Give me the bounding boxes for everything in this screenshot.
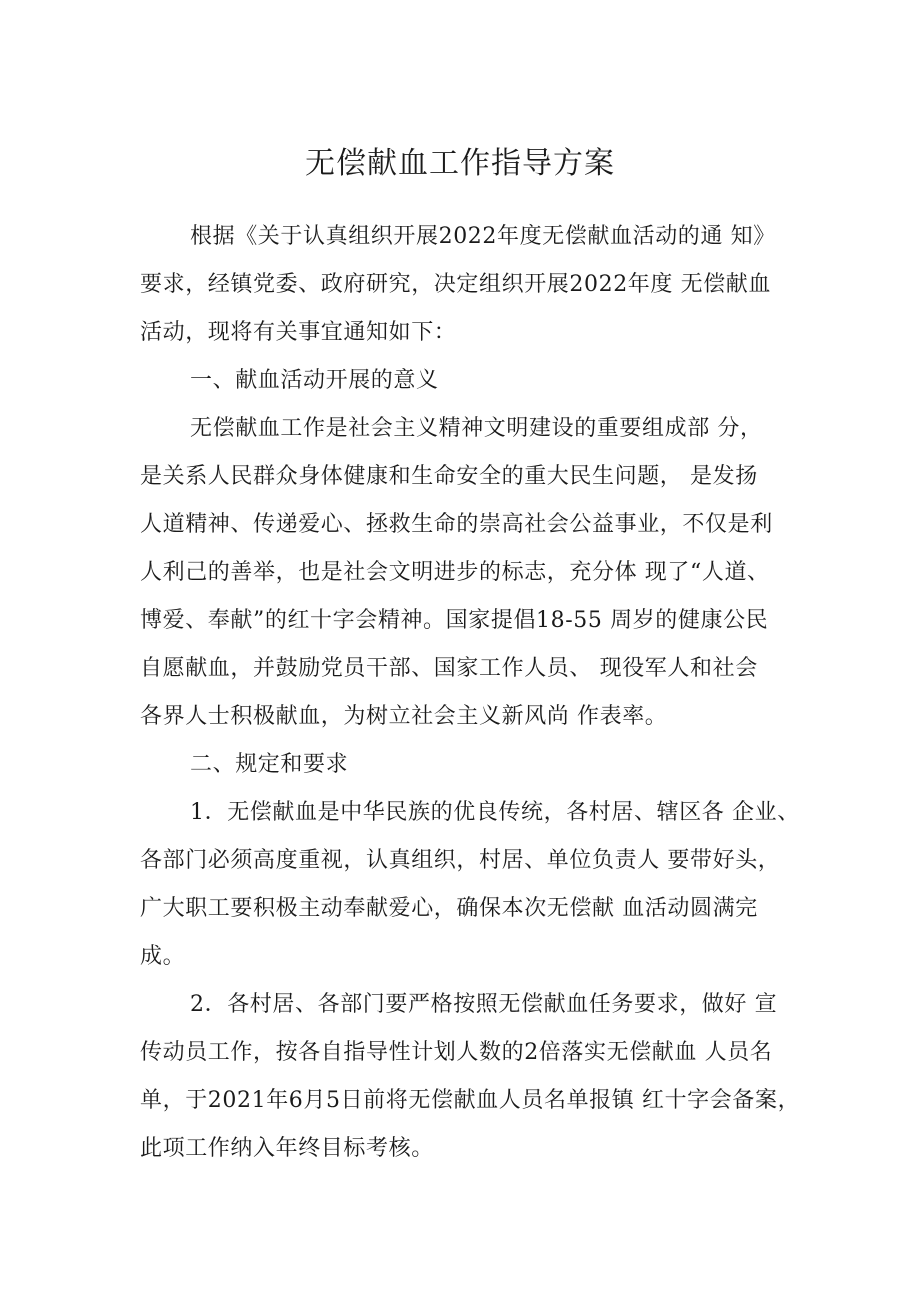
paragraph-line: 成。 bbox=[140, 944, 186, 969]
paragraph-line: 根据《关于认真组织开展2022年度无偿献血活动的通 知》 bbox=[190, 224, 776, 249]
paragraph-line: 无偿献血工作是社会主义精神文明建设的重要组成部 分， bbox=[190, 416, 763, 441]
paragraph-line: 单，于2021年6月5日前将无偿献血人员名单报镇 红十字会备案， bbox=[140, 1088, 801, 1113]
section-heading: 一、献血活动开展的意义 bbox=[190, 368, 439, 393]
paragraph-line: 广大职工要积极主动奉献爱心，确保本次无偿献 血活动圆满完 bbox=[140, 896, 758, 921]
paragraph-line: 博爱、奉献”的红十字会精神。国家提倡18-55 周岁的健康公民 bbox=[140, 608, 769, 633]
paragraph-line: 各部门必须高度重视，认真组织，村居、单位负责人 要带好头， bbox=[140, 848, 781, 873]
paragraph-line: 2．各村居、各部门要严格按照无偿献血任务要求，做好 宣 bbox=[190, 992, 778, 1017]
paragraph-line: 是关系人民群众身体健康和生命安全的重大民生问题， 是发扬 bbox=[140, 464, 758, 489]
paragraph-line: 人道精神、传递爱心、拯救生命的崇高社会公益事业，不仅是利 bbox=[140, 512, 773, 537]
paragraph-line: 此项工作纳入年终目标考核。 bbox=[140, 1136, 434, 1161]
document-title: 无偿献血工作指导方案 bbox=[305, 146, 615, 181]
paragraph-line: 各界人士积极献血，为树立社会主义新风尚 作表率。 bbox=[140, 704, 668, 729]
paragraph-line: 要求，经镇党委、政府研究，决定组织开展2022年度 无偿献血 bbox=[140, 272, 771, 297]
paragraph-line: 1．无偿献血是中华民族的优良传统，各村居、辖区各 企业、 bbox=[190, 800, 800, 825]
paragraph-line: 活动，现将有关事宜通知如下： bbox=[140, 320, 457, 345]
paragraph-line: 人利己的善举，也是社会文明进步的标志，充分体 现了“人道、 bbox=[140, 560, 770, 585]
paragraph-line: 自愿献血，并鼓励党员干部、国家工作人员、 现役军人和社会 bbox=[140, 656, 758, 681]
section-heading: 二、规定和要求 bbox=[190, 752, 349, 777]
paragraph-line: 传动员工作，按各自指导性计划人数的2倍落实无偿献血 人员名 bbox=[140, 1040, 773, 1065]
